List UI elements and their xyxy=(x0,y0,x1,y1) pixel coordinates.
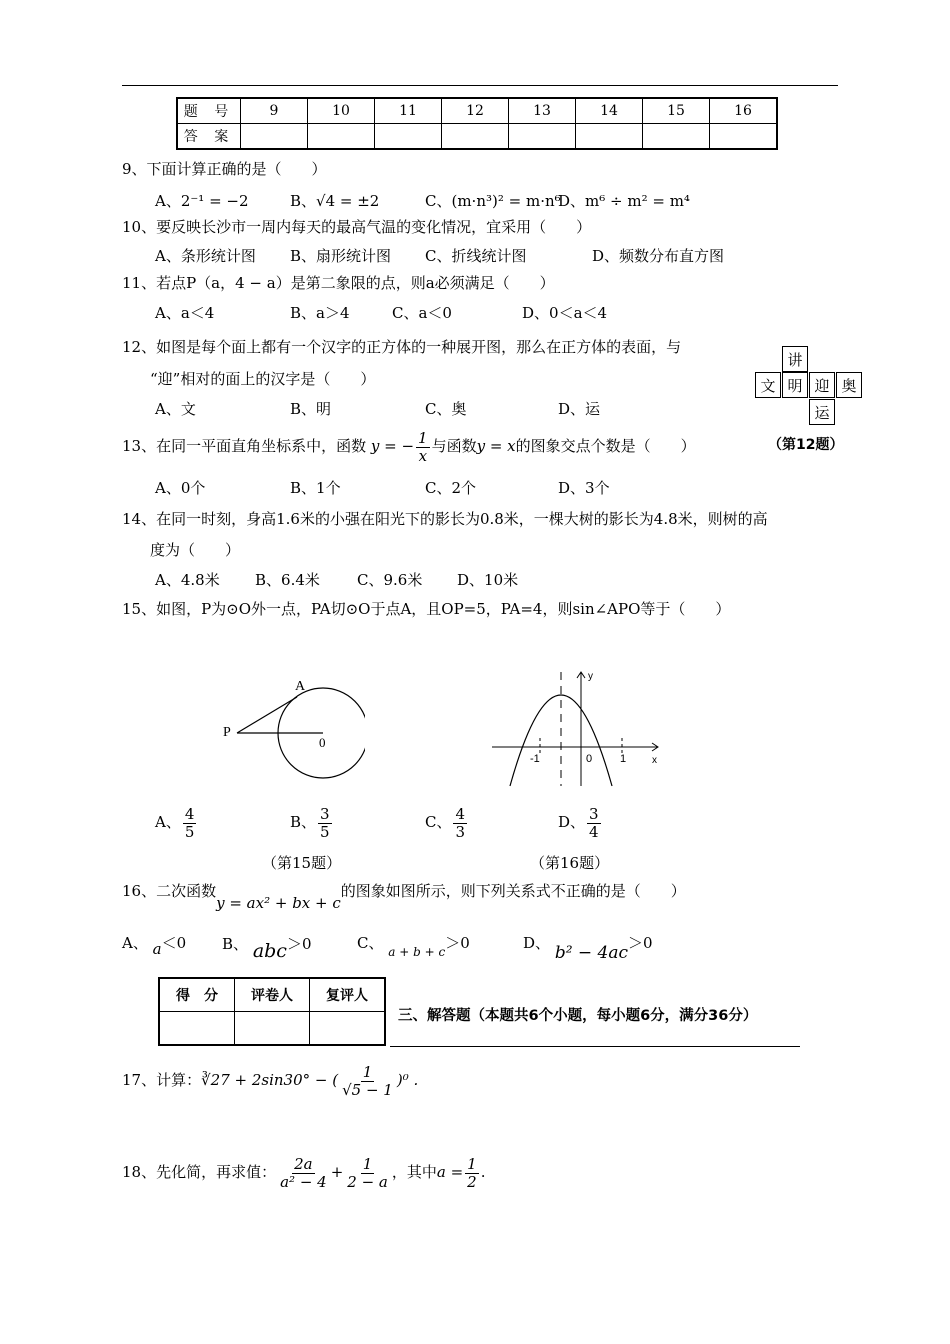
q13-func1-lhs: y = − xyxy=(370,437,415,455)
q16-option-b xyxy=(222,932,312,962)
qnum-cell: 16 xyxy=(710,98,778,124)
q13-stem-post: 的图象交点个数是（ ） xyxy=(515,437,696,455)
q18-v-den: 2 xyxy=(467,1172,477,1191)
q15-d-fraction xyxy=(587,806,601,840)
answer-cell[interactable] xyxy=(241,124,308,150)
answer-table-header-row xyxy=(177,98,777,124)
q15-c-num: 4 xyxy=(455,805,466,823)
q13-stem-pre: 13、在同一平面直角坐标系中，函数 xyxy=(122,437,367,455)
q14-option-c: C、9.6米 xyxy=(357,571,423,589)
q16-stem-pre: 16、二次函数 xyxy=(122,882,217,900)
q18-f1-num: 2a xyxy=(294,1155,313,1173)
qnum-cell: 11 xyxy=(375,98,442,124)
q9-option-a: A、2⁻¹ = −2 xyxy=(155,192,249,210)
q18-f2-num: 1 xyxy=(362,1155,373,1173)
label-minus-one: -1 xyxy=(530,753,540,765)
q15-b-den: 5 xyxy=(320,822,330,841)
q15-caption: （第15题） xyxy=(262,854,342,872)
q11-option-d: D、0＜a＜4 xyxy=(522,304,608,322)
q13-func2: y = x xyxy=(476,437,516,455)
q11-stem: 11、若点P（a，4 − a）是第二象限的点，则a必须满足（ ） xyxy=(122,274,555,292)
score-table-header xyxy=(159,978,385,1012)
q10-stem: 10、要反映长沙市一周内每天的最高气温的变化情况，宜采用（ ） xyxy=(122,218,592,236)
q13-option-d: D、3个 xyxy=(558,479,610,497)
q16-caption: （第16题） xyxy=(530,854,610,872)
reviewer-cell[interactable] xyxy=(310,1012,386,1046)
cube-face-mid: 明 xyxy=(782,372,808,398)
label-one: 1 xyxy=(620,753,627,765)
q18-plus: + xyxy=(330,1163,344,1181)
q18-a-eq: a = xyxy=(436,1163,464,1181)
q18-value-fraction xyxy=(465,1156,479,1190)
q18-f1-den: a² − 4 xyxy=(280,1172,327,1191)
q15-b-num: 3 xyxy=(320,805,330,823)
q18-fraction-2 xyxy=(345,1156,390,1190)
q17-den: √5 − 1 xyxy=(342,1080,393,1099)
q17-expr-part2: )⁰ . xyxy=(396,1071,419,1089)
q12-stem-line1: 12、如图是每个面上都有一个汉字的正方体的一种展开图，那么在正方体的表面，与 xyxy=(122,338,682,356)
q18-end: . xyxy=(480,1163,486,1181)
q15-c-prefix: C、 xyxy=(425,813,452,831)
q12-caption: （第12题） xyxy=(768,437,844,453)
q18 xyxy=(122,1156,486,1190)
cube-face-bottom: 运 xyxy=(809,399,835,425)
q12-stem-line2: “迎”相对的面上的汉字是（ ） xyxy=(150,370,376,388)
q12-option-b: B、明 xyxy=(290,400,332,418)
q15-c-fraction xyxy=(453,806,467,840)
q11-option-a: A、a＜4 xyxy=(155,304,215,322)
q16-a-prefix: A、 xyxy=(122,934,148,952)
q15-d-prefix: D、 xyxy=(558,813,586,831)
qnum-cell: 12 xyxy=(442,98,509,124)
q16-d-prefix: D、 xyxy=(523,934,551,952)
answer-cell[interactable] xyxy=(643,124,710,150)
q16-stem xyxy=(122,880,686,912)
q17 xyxy=(122,1064,418,1098)
q15-b-fraction xyxy=(318,806,332,840)
q17-fraction xyxy=(340,1064,395,1098)
q12-option-a: A、文 xyxy=(155,400,196,418)
q9-option-d: D、m⁶ ÷ m² = m⁴ xyxy=(558,192,690,210)
q15-option-d xyxy=(558,806,603,840)
q15-a-num: 4 xyxy=(184,805,195,823)
qnum-cell: 14 xyxy=(576,98,643,124)
q13-func1-fraction xyxy=(416,430,430,464)
q18-v-num: 1 xyxy=(467,1155,477,1173)
q15-circle-figure xyxy=(215,670,365,790)
cube-face-top: 讲 xyxy=(782,346,808,372)
q16-b-rel: ＞0 xyxy=(286,935,312,953)
q16-a-expr: a xyxy=(152,940,162,958)
q15-a-prefix: A、 xyxy=(155,813,181,831)
section-3-heading: 三、解答题（本题共6个小题，每小题6分，满分36分） xyxy=(398,1008,758,1024)
label-zero: 0 xyxy=(586,753,593,765)
header-label: 题 号 xyxy=(177,98,241,124)
q18-f2-den: 2 − a xyxy=(347,1172,388,1191)
reviewer-header: 复评人 xyxy=(310,978,386,1012)
q16-c-rel: ＞0 xyxy=(445,934,470,952)
q13-stem xyxy=(122,430,696,464)
qnum-cell: 9 xyxy=(241,98,308,124)
q14-stem-line2: 度为（ ） xyxy=(150,541,241,559)
segment-pa xyxy=(237,697,297,733)
answer-table xyxy=(176,97,778,150)
cube-face-left: 文 xyxy=(755,372,781,398)
q13-stem-mid: 与函数 xyxy=(431,437,477,455)
label-x: x xyxy=(652,755,657,766)
cube-face-ying: 迎 xyxy=(809,372,835,398)
q16-c-expr: a + b + c xyxy=(388,945,446,959)
q14-option-b: B、6.4米 xyxy=(255,571,320,589)
q16-expression: y = ax² + bx + c xyxy=(216,894,341,912)
q16-b-expr: abc xyxy=(252,940,287,962)
score-table-body xyxy=(159,1012,385,1046)
q10-option-b: B、扇形统计图 xyxy=(290,247,392,265)
q16-a-rel: ＜0 xyxy=(161,934,187,952)
q17-num: 1 xyxy=(362,1063,373,1081)
answer-cell[interactable] xyxy=(442,124,509,150)
q13-option-c: C、2个 xyxy=(425,479,477,497)
q15-stem: 15、如图，P为⊙O外一点，PA切⊙O于点A，且OP=5，PA=4，则sin∠APO等于（ ） xyxy=(122,600,731,618)
qnum-cell: 15 xyxy=(643,98,710,124)
q18-mid: ，其中 xyxy=(391,1163,437,1181)
q11-option-b: B、a＞4 xyxy=(290,304,350,322)
qnum-cell: 13 xyxy=(509,98,576,124)
answer-cell[interactable] xyxy=(375,124,442,150)
score-table xyxy=(158,977,386,1046)
q16-parabola-figure xyxy=(488,666,668,791)
label-y: y xyxy=(588,671,593,682)
answer-cell[interactable] xyxy=(308,124,375,150)
answer-cell[interactable] xyxy=(710,124,778,150)
q16-d-expr: b² − 4ac xyxy=(554,943,629,963)
label-o: 0 xyxy=(319,735,326,750)
q14-option-d: D、10米 xyxy=(457,571,519,589)
q16-stem-post: 的图象如图所示，则下列关系式不正确的是（ ） xyxy=(340,882,686,900)
q12-option-d: D、运 xyxy=(558,400,601,418)
top-rule xyxy=(122,85,838,86)
q15-a-fraction xyxy=(183,806,197,840)
q15-option-a xyxy=(155,806,198,840)
section-rule xyxy=(390,1046,800,1047)
q9-option-b: B、√4 = ±2 xyxy=(290,192,380,210)
q15-d-num: 3 xyxy=(589,805,599,823)
q12-option-c: C、奥 xyxy=(425,400,467,418)
grader-cell[interactable] xyxy=(235,1012,310,1046)
q13-func1-den: x xyxy=(418,446,428,465)
label-p: P xyxy=(223,725,231,740)
q10-option-c: C、折线统计图 xyxy=(425,247,527,265)
q15-b-prefix: B、 xyxy=(290,813,317,831)
q15-c-den: 3 xyxy=(455,822,466,841)
q13-option-a: A、0个 xyxy=(155,479,206,497)
score-cell[interactable] xyxy=(159,1012,235,1046)
q14-option-a: A、4.8米 xyxy=(155,571,220,589)
q17-expr-part1: ∛27 + 2sin30° − ( xyxy=(201,1071,339,1089)
q9-stem: 9、下面计算正确的是（ ） xyxy=(122,160,327,178)
q18-prefix: 18、先化简，再求值： xyxy=(122,1163,277,1181)
answer-table-answer-row xyxy=(177,124,777,150)
q14-stem-line1: 14、在同一时刻，身高1.6米的小强在阳光下的影长为0.8米，一棵大树的影长为4.8米，则树的高 xyxy=(122,510,768,528)
q16-option-d xyxy=(523,932,653,963)
q11-option-c: C、a＜0 xyxy=(392,304,452,322)
q16-b-prefix: B、 xyxy=(222,935,249,953)
score-header: 得 分 xyxy=(159,978,235,1012)
q16-option-c xyxy=(357,932,470,959)
q15-d-den: 4 xyxy=(589,822,599,841)
q16-c-prefix: C、 xyxy=(357,934,384,952)
answer-label: 答 案 xyxy=(177,124,241,150)
q16-option-a xyxy=(122,932,187,958)
q16-d-rel: ＞0 xyxy=(628,934,653,952)
q9-option-c: C、(m·n³)² = m·n⁶ xyxy=(425,192,561,210)
q15-option-b xyxy=(290,806,334,840)
cube-face-right: 奥 xyxy=(836,372,862,398)
q13-option-b: B、1个 xyxy=(290,479,341,497)
q15-a-den: 5 xyxy=(184,822,195,841)
q17-prefix: 17、计算： xyxy=(122,1071,202,1089)
q10-option-d: D、频数分布直方图 xyxy=(592,247,725,265)
q13-func1-num: 1 xyxy=(418,429,428,447)
q18-fraction-1 xyxy=(278,1156,329,1190)
qnum-cell: 10 xyxy=(308,98,375,124)
grader-header: 评卷人 xyxy=(235,978,310,1012)
q10-option-a: A、条形统计图 xyxy=(155,247,256,265)
label-a: A xyxy=(295,679,306,694)
answer-cell[interactable] xyxy=(509,124,576,150)
answer-cell[interactable] xyxy=(576,124,643,150)
q15-option-c xyxy=(425,806,469,840)
